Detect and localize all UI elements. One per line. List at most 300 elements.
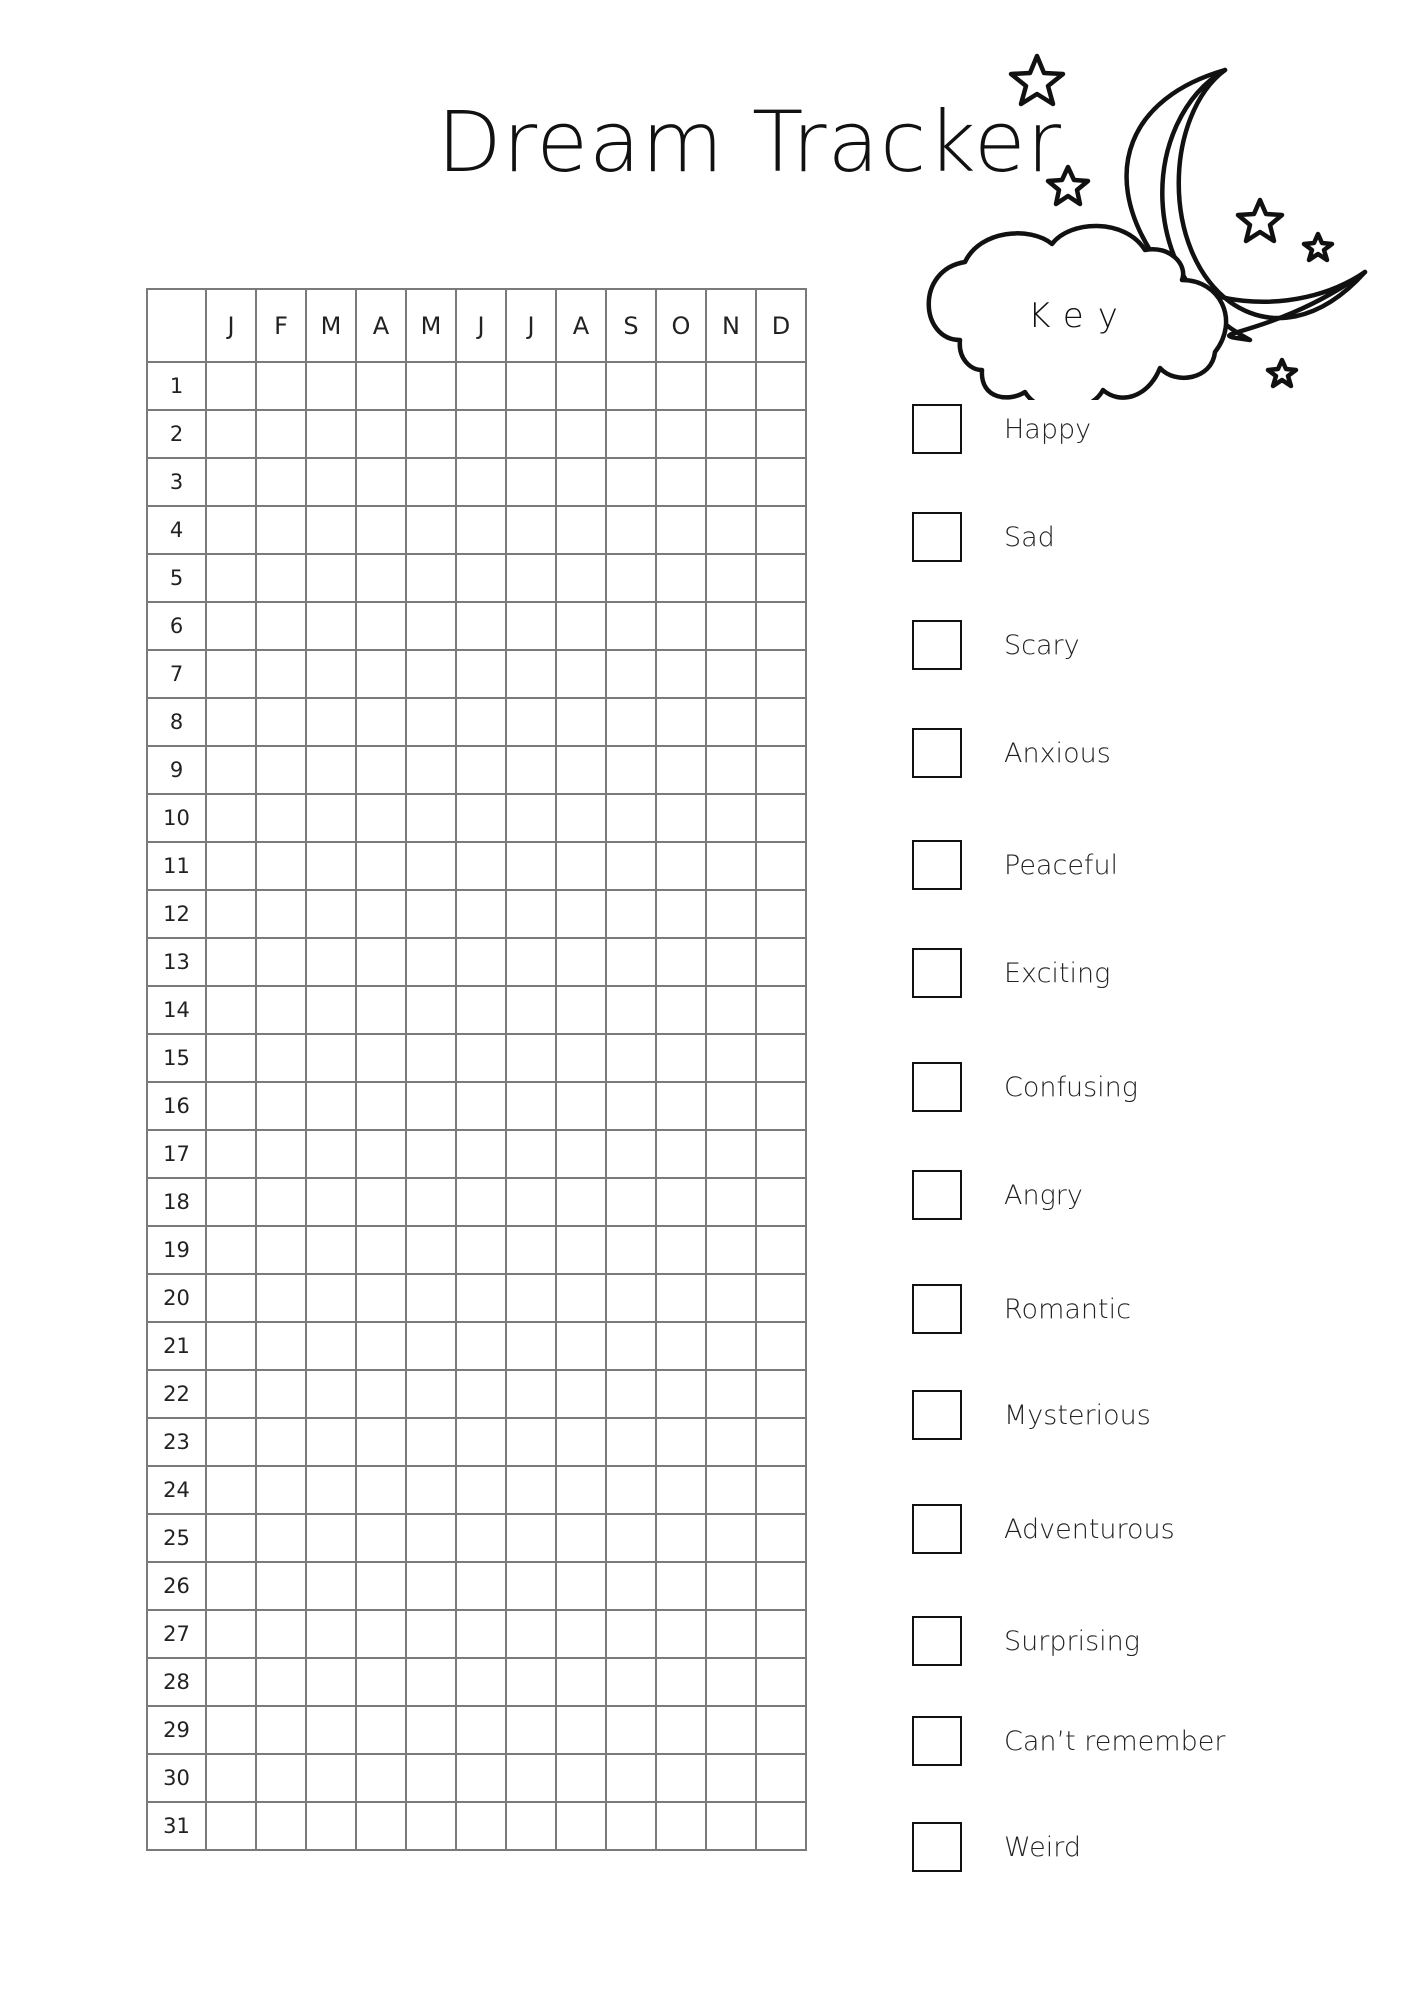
tracker-cell[interactable] xyxy=(556,1322,606,1370)
key-checkbox[interactable] xyxy=(912,948,962,998)
tracker-cell[interactable] xyxy=(556,554,606,602)
tracker-cell[interactable] xyxy=(306,1034,356,1082)
tracker-cell[interactable] xyxy=(356,938,406,986)
tracker-cell[interactable] xyxy=(556,1274,606,1322)
tracker-cell[interactable] xyxy=(356,1658,406,1706)
tracker-cell[interactable] xyxy=(256,554,306,602)
tracker-cell[interactable] xyxy=(606,1178,656,1226)
tracker-cell[interactable] xyxy=(606,650,656,698)
tracker-cell[interactable] xyxy=(406,1754,456,1802)
tracker-cell[interactable] xyxy=(456,842,506,890)
tracker-cell[interactable] xyxy=(756,458,806,506)
tracker-cell[interactable] xyxy=(306,1514,356,1562)
tracker-cell[interactable] xyxy=(256,1370,306,1418)
tracker-cell[interactable] xyxy=(206,458,256,506)
tracker-cell[interactable] xyxy=(356,1514,406,1562)
tracker-cell[interactable] xyxy=(656,650,706,698)
tracker-cell[interactable] xyxy=(306,1322,356,1370)
tracker-cell[interactable] xyxy=(456,1658,506,1706)
tracker-cell[interactable] xyxy=(606,842,656,890)
tracker-cell[interactable] xyxy=(706,1802,756,1850)
tracker-cell[interactable] xyxy=(356,1226,406,1274)
tracker-cell[interactable] xyxy=(606,1610,656,1658)
key-checkbox[interactable] xyxy=(912,1062,962,1112)
tracker-cell[interactable] xyxy=(406,362,456,410)
tracker-cell[interactable] xyxy=(406,1706,456,1754)
tracker-cell[interactable] xyxy=(406,1658,456,1706)
tracker-cell[interactable] xyxy=(606,1754,656,1802)
tracker-cell[interactable] xyxy=(506,458,556,506)
tracker-cell[interactable] xyxy=(306,1418,356,1466)
tracker-cell[interactable] xyxy=(456,506,506,554)
tracker-cell[interactable] xyxy=(506,362,556,410)
tracker-cell[interactable] xyxy=(656,986,706,1034)
tracker-cell[interactable] xyxy=(706,1370,756,1418)
tracker-cell[interactable] xyxy=(606,1706,656,1754)
tracker-cell[interactable] xyxy=(256,1466,306,1514)
tracker-cell[interactable] xyxy=(206,1082,256,1130)
tracker-cell[interactable] xyxy=(406,698,456,746)
tracker-cell[interactable] xyxy=(656,1706,706,1754)
tracker-cell[interactable] xyxy=(606,986,656,1034)
tracker-cell[interactable] xyxy=(306,1466,356,1514)
tracker-cell[interactable] xyxy=(456,1418,506,1466)
tracker-cell[interactable] xyxy=(706,842,756,890)
tracker-cell[interactable] xyxy=(406,602,456,650)
tracker-cell[interactable] xyxy=(506,1034,556,1082)
tracker-cell[interactable] xyxy=(356,602,406,650)
tracker-cell[interactable] xyxy=(556,1562,606,1610)
tracker-cell[interactable] xyxy=(356,1418,406,1466)
tracker-cell[interactable] xyxy=(506,842,556,890)
tracker-cell[interactable] xyxy=(256,458,306,506)
tracker-cell[interactable] xyxy=(756,1178,806,1226)
tracker-cell[interactable] xyxy=(556,986,606,1034)
tracker-cell[interactable] xyxy=(506,602,556,650)
tracker-cell[interactable] xyxy=(706,938,756,986)
tracker-cell[interactable] xyxy=(606,890,656,938)
tracker-cell[interactable] xyxy=(406,1514,456,1562)
tracker-cell[interactable] xyxy=(756,1274,806,1322)
tracker-cell[interactable] xyxy=(256,986,306,1034)
tracker-cell[interactable] xyxy=(456,1130,506,1178)
tracker-cell[interactable] xyxy=(456,1322,506,1370)
tracker-cell[interactable] xyxy=(306,698,356,746)
tracker-cell[interactable] xyxy=(656,1322,706,1370)
tracker-cell[interactable] xyxy=(656,746,706,794)
tracker-cell[interactable] xyxy=(656,1610,706,1658)
tracker-cell[interactable] xyxy=(456,554,506,602)
tracker-cell[interactable] xyxy=(606,1418,656,1466)
tracker-cell[interactable] xyxy=(506,986,556,1034)
tracker-cell[interactable] xyxy=(356,1610,406,1658)
tracker-cell[interactable] xyxy=(356,458,406,506)
tracker-cell[interactable] xyxy=(456,1274,506,1322)
tracker-cell[interactable] xyxy=(306,1562,356,1610)
tracker-cell[interactable] xyxy=(606,1370,656,1418)
tracker-cell[interactable] xyxy=(656,1178,706,1226)
tracker-cell[interactable] xyxy=(606,746,656,794)
tracker-cell[interactable] xyxy=(706,1514,756,1562)
tracker-cell[interactable] xyxy=(506,890,556,938)
tracker-cell[interactable] xyxy=(256,890,306,938)
tracker-cell[interactable] xyxy=(406,410,456,458)
tracker-cell[interactable] xyxy=(556,698,606,746)
tracker-cell[interactable] xyxy=(306,458,356,506)
tracker-cell[interactable] xyxy=(306,1706,356,1754)
tracker-cell[interactable] xyxy=(256,1226,306,1274)
tracker-cell[interactable] xyxy=(456,890,506,938)
tracker-cell[interactable] xyxy=(406,1562,456,1610)
tracker-cell[interactable] xyxy=(406,746,456,794)
tracker-cell[interactable] xyxy=(556,410,606,458)
tracker-cell[interactable] xyxy=(206,554,256,602)
tracker-cell[interactable] xyxy=(556,1610,606,1658)
tracker-cell[interactable] xyxy=(706,362,756,410)
tracker-cell[interactable] xyxy=(406,1226,456,1274)
tracker-cell[interactable] xyxy=(556,1466,606,1514)
tracker-cell[interactable] xyxy=(706,1418,756,1466)
key-checkbox[interactable] xyxy=(912,1170,962,1220)
tracker-cell[interactable] xyxy=(256,1610,306,1658)
tracker-cell[interactable] xyxy=(256,1082,306,1130)
tracker-cell[interactable] xyxy=(656,890,706,938)
tracker-cell[interactable] xyxy=(506,938,556,986)
tracker-cell[interactable] xyxy=(306,1658,356,1706)
tracker-cell[interactable] xyxy=(356,506,406,554)
tracker-cell[interactable] xyxy=(256,1322,306,1370)
tracker-cell[interactable] xyxy=(556,794,606,842)
tracker-cell[interactable] xyxy=(306,554,356,602)
tracker-cell[interactable] xyxy=(506,554,556,602)
tracker-cell[interactable] xyxy=(606,794,656,842)
tracker-cell[interactable] xyxy=(456,410,506,458)
tracker-cell[interactable] xyxy=(656,554,706,602)
tracker-cell[interactable] xyxy=(306,1226,356,1274)
tracker-cell[interactable] xyxy=(256,1562,306,1610)
tracker-cell[interactable] xyxy=(306,890,356,938)
tracker-cell[interactable] xyxy=(556,1658,606,1706)
tracker-cell[interactable] xyxy=(706,746,756,794)
tracker-cell[interactable] xyxy=(656,1274,706,1322)
key-checkbox[interactable] xyxy=(912,1390,962,1440)
tracker-cell[interactable] xyxy=(206,1130,256,1178)
tracker-cell[interactable] xyxy=(506,698,556,746)
tracker-cell[interactable] xyxy=(256,842,306,890)
tracker-cell[interactable] xyxy=(506,1754,556,1802)
tracker-cell[interactable] xyxy=(256,1706,306,1754)
tracker-cell[interactable] xyxy=(506,1706,556,1754)
tracker-cell[interactable] xyxy=(206,506,256,554)
key-checkbox[interactable] xyxy=(912,1822,962,1872)
tracker-cell[interactable] xyxy=(506,1370,556,1418)
tracker-cell[interactable] xyxy=(206,602,256,650)
tracker-cell[interactable] xyxy=(506,1178,556,1226)
tracker-cell[interactable] xyxy=(606,1274,656,1322)
tracker-cell[interactable] xyxy=(256,410,306,458)
tracker-cell[interactable] xyxy=(356,1274,406,1322)
tracker-cell[interactable] xyxy=(256,1658,306,1706)
tracker-cell[interactable] xyxy=(206,938,256,986)
tracker-cell[interactable] xyxy=(606,1802,656,1850)
tracker-cell[interactable] xyxy=(556,1082,606,1130)
tracker-cell[interactable] xyxy=(406,794,456,842)
tracker-cell[interactable] xyxy=(506,650,556,698)
tracker-cell[interactable] xyxy=(556,842,606,890)
tracker-cell[interactable] xyxy=(356,1082,406,1130)
tracker-cell[interactable] xyxy=(706,1754,756,1802)
tracker-cell[interactable] xyxy=(756,1658,806,1706)
tracker-cell[interactable] xyxy=(606,1514,656,1562)
tracker-cell[interactable] xyxy=(756,1034,806,1082)
tracker-cell[interactable] xyxy=(706,1610,756,1658)
tracker-cell[interactable] xyxy=(456,938,506,986)
tracker-cell[interactable] xyxy=(706,890,756,938)
tracker-cell[interactable] xyxy=(606,938,656,986)
tracker-cell[interactable] xyxy=(606,1082,656,1130)
tracker-cell[interactable] xyxy=(756,938,806,986)
tracker-cell[interactable] xyxy=(506,410,556,458)
tracker-cell[interactable] xyxy=(206,1754,256,1802)
tracker-cell[interactable] xyxy=(406,938,456,986)
tracker-cell[interactable] xyxy=(406,650,456,698)
tracker-cell[interactable] xyxy=(406,890,456,938)
tracker-cell[interactable] xyxy=(206,362,256,410)
tracker-cell[interactable] xyxy=(706,410,756,458)
key-checkbox[interactable] xyxy=(912,1716,962,1766)
tracker-cell[interactable] xyxy=(456,1370,506,1418)
tracker-cell[interactable] xyxy=(256,1754,306,1802)
tracker-cell[interactable] xyxy=(656,1802,706,1850)
tracker-cell[interactable] xyxy=(706,698,756,746)
tracker-cell[interactable] xyxy=(256,1418,306,1466)
tracker-cell[interactable] xyxy=(506,794,556,842)
tracker-cell[interactable] xyxy=(456,602,506,650)
tracker-cell[interactable] xyxy=(356,1706,406,1754)
tracker-cell[interactable] xyxy=(706,554,756,602)
tracker-cell[interactable] xyxy=(556,1802,606,1850)
tracker-cell[interactable] xyxy=(506,1514,556,1562)
tracker-cell[interactable] xyxy=(706,1130,756,1178)
tracker-cell[interactable] xyxy=(506,1562,556,1610)
tracker-cell[interactable] xyxy=(556,1754,606,1802)
tracker-cell[interactable] xyxy=(206,746,256,794)
tracker-cell[interactable] xyxy=(756,362,806,410)
tracker-cell[interactable] xyxy=(606,1034,656,1082)
tracker-cell[interactable] xyxy=(606,1322,656,1370)
key-checkbox[interactable] xyxy=(912,840,962,890)
tracker-cell[interactable] xyxy=(306,602,356,650)
tracker-cell[interactable] xyxy=(406,1274,456,1322)
tracker-cell[interactable] xyxy=(506,1802,556,1850)
tracker-cell[interactable] xyxy=(406,1370,456,1418)
tracker-cell[interactable] xyxy=(256,602,306,650)
tracker-cell[interactable] xyxy=(656,1466,706,1514)
tracker-cell[interactable] xyxy=(756,1562,806,1610)
tracker-cell[interactable] xyxy=(306,1754,356,1802)
tracker-cell[interactable] xyxy=(356,410,406,458)
tracker-cell[interactable] xyxy=(556,938,606,986)
tracker-cell[interactable] xyxy=(456,698,506,746)
tracker-cell[interactable] xyxy=(606,602,656,650)
tracker-cell[interactable] xyxy=(756,746,806,794)
tracker-cell[interactable] xyxy=(356,986,406,1034)
key-checkbox[interactable] xyxy=(912,1616,962,1666)
tracker-cell[interactable] xyxy=(756,842,806,890)
tracker-cell[interactable] xyxy=(506,1082,556,1130)
tracker-cell[interactable] xyxy=(606,362,656,410)
tracker-cell[interactable] xyxy=(306,362,356,410)
tracker-cell[interactable] xyxy=(556,890,606,938)
tracker-cell[interactable] xyxy=(506,506,556,554)
tracker-cell[interactable] xyxy=(756,410,806,458)
tracker-cell[interactable] xyxy=(356,746,406,794)
tracker-cell[interactable] xyxy=(456,794,506,842)
tracker-cell[interactable] xyxy=(756,506,806,554)
tracker-cell[interactable] xyxy=(656,1418,706,1466)
tracker-cell[interactable] xyxy=(656,1658,706,1706)
tracker-cell[interactable] xyxy=(456,650,506,698)
tracker-cell[interactable] xyxy=(756,1226,806,1274)
tracker-cell[interactable] xyxy=(306,986,356,1034)
tracker-cell[interactable] xyxy=(556,1226,606,1274)
tracker-cell[interactable] xyxy=(706,1226,756,1274)
tracker-cell[interactable] xyxy=(756,986,806,1034)
tracker-cell[interactable] xyxy=(606,506,656,554)
tracker-cell[interactable] xyxy=(756,1466,806,1514)
tracker-cell[interactable] xyxy=(306,1802,356,1850)
tracker-cell[interactable] xyxy=(456,1754,506,1802)
tracker-cell[interactable] xyxy=(206,986,256,1034)
tracker-cell[interactable] xyxy=(756,698,806,746)
tracker-cell[interactable] xyxy=(356,1562,406,1610)
tracker-cell[interactable] xyxy=(706,1562,756,1610)
tracker-cell[interactable] xyxy=(256,650,306,698)
tracker-cell[interactable] xyxy=(656,1754,706,1802)
tracker-cell[interactable] xyxy=(256,1034,306,1082)
tracker-cell[interactable] xyxy=(706,506,756,554)
tracker-cell[interactable] xyxy=(456,1514,506,1562)
tracker-cell[interactable] xyxy=(206,1226,256,1274)
tracker-cell[interactable] xyxy=(756,1754,806,1802)
tracker-cell[interactable] xyxy=(356,794,406,842)
tracker-cell[interactable] xyxy=(706,650,756,698)
tracker-cell[interactable] xyxy=(256,938,306,986)
tracker-cell[interactable] xyxy=(456,1802,506,1850)
tracker-cell[interactable] xyxy=(356,362,406,410)
tracker-cell[interactable] xyxy=(356,650,406,698)
tracker-cell[interactable] xyxy=(206,1322,256,1370)
tracker-cell[interactable] xyxy=(406,458,456,506)
tracker-cell[interactable] xyxy=(356,1322,406,1370)
tracker-cell[interactable] xyxy=(406,1610,456,1658)
tracker-cell[interactable] xyxy=(206,410,256,458)
tracker-cell[interactable] xyxy=(406,1034,456,1082)
tracker-cell[interactable] xyxy=(556,1178,606,1226)
tracker-cell[interactable] xyxy=(256,794,306,842)
tracker-cell[interactable] xyxy=(206,1658,256,1706)
tracker-cell[interactable] xyxy=(756,1706,806,1754)
tracker-cell[interactable] xyxy=(556,602,606,650)
tracker-cell[interactable] xyxy=(706,1274,756,1322)
tracker-cell[interactable] xyxy=(356,1802,406,1850)
tracker-cell[interactable] xyxy=(556,362,606,410)
tracker-cell[interactable] xyxy=(556,1130,606,1178)
tracker-cell[interactable] xyxy=(706,1706,756,1754)
tracker-cell[interactable] xyxy=(456,1706,506,1754)
tracker-cell[interactable] xyxy=(606,1562,656,1610)
tracker-cell[interactable] xyxy=(706,986,756,1034)
tracker-cell[interactable] xyxy=(556,1418,606,1466)
tracker-cell[interactable] xyxy=(506,1658,556,1706)
tracker-cell[interactable] xyxy=(506,1226,556,1274)
tracker-cell[interactable] xyxy=(506,1418,556,1466)
tracker-cell[interactable] xyxy=(356,1034,406,1082)
tracker-cell[interactable] xyxy=(456,1562,506,1610)
tracker-cell[interactable] xyxy=(356,1178,406,1226)
tracker-cell[interactable] xyxy=(556,746,606,794)
tracker-cell[interactable] xyxy=(656,1226,706,1274)
tracker-cell[interactable] xyxy=(606,410,656,458)
tracker-cell[interactable] xyxy=(306,1370,356,1418)
tracker-cell[interactable] xyxy=(356,1130,406,1178)
tracker-cell[interactable] xyxy=(456,1034,506,1082)
tracker-cell[interactable] xyxy=(206,1370,256,1418)
tracker-cell[interactable] xyxy=(606,1658,656,1706)
tracker-cell[interactable] xyxy=(756,602,806,650)
tracker-cell[interactable] xyxy=(256,1274,306,1322)
tracker-cell[interactable] xyxy=(306,1130,356,1178)
tracker-cell[interactable] xyxy=(756,1130,806,1178)
tracker-cell[interactable] xyxy=(256,1514,306,1562)
tracker-cell[interactable] xyxy=(356,1754,406,1802)
tracker-cell[interactable] xyxy=(456,1466,506,1514)
tracker-cell[interactable] xyxy=(306,1178,356,1226)
tracker-cell[interactable] xyxy=(206,1802,256,1850)
tracker-cell[interactable] xyxy=(656,1034,706,1082)
tracker-cell[interactable] xyxy=(756,890,806,938)
tracker-cell[interactable] xyxy=(406,1802,456,1850)
tracker-cell[interactable] xyxy=(606,1466,656,1514)
tracker-cell[interactable] xyxy=(506,1322,556,1370)
tracker-cell[interactable] xyxy=(356,698,406,746)
tracker-cell[interactable] xyxy=(206,1466,256,1514)
tracker-cell[interactable] xyxy=(556,1370,606,1418)
tracker-cell[interactable] xyxy=(706,458,756,506)
tracker-cell[interactable] xyxy=(656,1514,706,1562)
tracker-cell[interactable] xyxy=(556,650,606,698)
tracker-cell[interactable] xyxy=(456,746,506,794)
tracker-cell[interactable] xyxy=(656,1370,706,1418)
tracker-cell[interactable] xyxy=(206,1034,256,1082)
tracker-cell[interactable] xyxy=(706,602,756,650)
tracker-cell[interactable] xyxy=(506,1610,556,1658)
tracker-cell[interactable] xyxy=(756,1802,806,1850)
tracker-cell[interactable] xyxy=(406,554,456,602)
key-checkbox[interactable] xyxy=(912,1504,962,1554)
tracker-cell[interactable] xyxy=(406,1322,456,1370)
tracker-cell[interactable] xyxy=(656,938,706,986)
tracker-cell[interactable] xyxy=(206,794,256,842)
tracker-cell[interactable] xyxy=(256,1130,306,1178)
tracker-cell[interactable] xyxy=(656,1562,706,1610)
tracker-cell[interactable] xyxy=(306,1274,356,1322)
tracker-cell[interactable] xyxy=(506,1274,556,1322)
tracker-cell[interactable] xyxy=(206,1562,256,1610)
tracker-cell[interactable] xyxy=(656,602,706,650)
tracker-cell[interactable] xyxy=(656,842,706,890)
tracker-cell[interactable] xyxy=(506,1466,556,1514)
